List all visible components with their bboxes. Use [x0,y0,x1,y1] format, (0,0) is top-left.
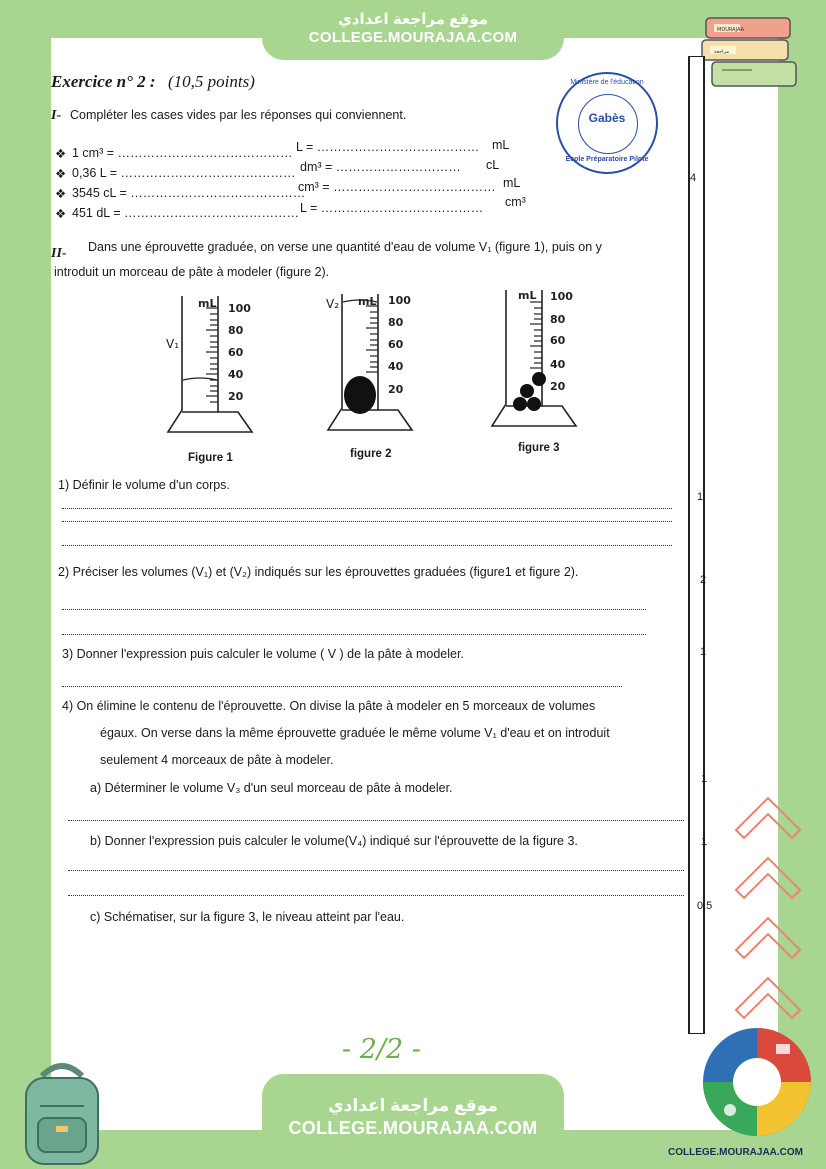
part2-intro-line2: introduit un morceau de pâte à modeler (figure 2). [54,265,330,279]
part1-instruction: Compléter les cases vides par les réponses qui conviennent. [70,108,407,122]
fig3-tick-40: 40 [550,358,566,371]
answer-line[interactable] [62,634,646,635]
fig2-tick-100: 100 [388,294,411,307]
fig2-unit: mL [358,295,377,308]
question-4-line3: seulement 4 morceaux de pâte à modeler. [100,753,334,767]
answer-line[interactable] [62,545,672,546]
figure1-caption: Figure 1 [188,452,233,464]
figure3-caption: figure 3 [518,442,560,454]
fig2-tick-20: 20 [388,383,404,396]
question-1: 1) Définir le volume d'un corps. [58,478,230,492]
conversion-3-unit: mL [503,176,521,190]
question-4b: b) Donner l'expression puis calculer le volume(V₄) indiqué sur l'éprouvette de la figure 3. [90,834,578,848]
part2-roman: II- [51,246,67,261]
fig1-tick-100: 100 [228,302,251,315]
question-4-line1: 4) On élimine le contenu de l'éprouvette. On divise la pâte à modeler en 5 morceaux de volumes [62,699,596,713]
top-banner[interactable] [262,0,564,60]
fig1-tick-80: 80 [228,324,244,337]
clay-piece [527,397,541,411]
mark-q1: 1 [697,491,704,503]
school-stamp [556,72,658,174]
mark-q4b: 1 [701,836,708,848]
clay-piece [520,384,534,398]
top-banner-arabic: موقع مراجعة اعدادي [338,11,488,28]
clay-piece [532,372,546,386]
top-banner-url[interactable]: COLLEGE.MOURAJAA.COM [308,29,518,46]
footer-url[interactable]: COLLEGE.MOURAJAA.COM [668,1147,803,1158]
fig1-tick-40: 40 [228,368,244,381]
question-3: 3) Donner l'expression puis calculer le volume ( V ) de la pâte à modeler. [62,647,464,661]
fig1-tick-20: 20 [228,390,244,403]
fig2-volume-label: V₂ [326,297,340,311]
conversion-3-mid: cm³ = ………………………………… [298,180,496,194]
books-stack-icon [700,14,800,94]
answer-line[interactable] [62,508,672,509]
exercise-points: (10,5 points) [168,72,255,91]
conversion-1-unit: mL [492,138,510,152]
books-top-label: MOURAJAA [717,27,744,33]
figure3-graduated-cylinder [484,284,584,434]
education-globe-icon [694,1022,820,1142]
part1-roman: I- [51,108,62,123]
figure2-graduated-cylinder [320,288,420,438]
figure1-graduated-cylinder [160,290,260,440]
bottom-banner-url[interactable]: COLLEGE.MOURAJAA.COM [288,1118,538,1138]
page-number: - 2/2 - [342,1034,421,1065]
figure2-caption: figure 2 [350,448,392,460]
fig2-tick-40: 40 [388,360,404,373]
conversion-2-left: 0,36 L = …………………………………… [72,166,296,180]
chevron-up-icons [730,790,810,1030]
exercise-title: Exercice n° 2 : [51,72,156,91]
fig1-unit: mL [198,297,217,310]
conversion-2-mid: dm³ = ………………………… [300,160,461,174]
answer-line[interactable] [68,870,684,871]
backpack-icon [12,1056,112,1168]
fig2-tick-60: 60 [388,338,404,351]
bullet-icon: ❖ [55,187,67,201]
bullet-icon: ❖ [55,147,67,161]
question-4-line2: égaux. On verse dans la même éprouvette graduée le même volume V₁ d'eau et on introduit [100,726,610,740]
question-2: 2) Préciser les volumes (V₁) et (V₂) indiqués sur les éprouvettes graduées (figure1 et figure 2). [58,565,579,579]
mark-q4c: 0,5 [697,900,713,912]
conversion-2-unit: cL [486,158,500,172]
conversion-4-left: 451 dL = …………………………………… [72,206,300,220]
fig1-tick-60: 60 [228,346,244,359]
mark-q3: 1 [700,646,707,658]
mark-q4a: 1 [701,773,708,785]
clay-piece [513,397,527,411]
answer-line[interactable] [62,686,622,687]
bullet-icon: ❖ [55,207,67,221]
fig1-volume-label: V₁ [166,337,180,351]
stamp-ring-bottom: Ecole Préparatoire Pilote [565,156,649,163]
bullet-icon: ❖ [55,167,67,181]
conversion-4-mid: L = ………………………………… [300,201,484,215]
conversion-3-left: 3545 cL = …………………………………… [72,186,306,200]
conversion-4-unit: cm³ [505,195,526,209]
conversion-1-left: 1 cm³ = …………………………………… [72,146,293,160]
part2-intro-line1: Dans une éprouvette graduée, on verse une quantité d'eau de volume V₁ (figure 1), puis on y [88,240,602,254]
stamp-ring-top: Ministère de l'éducation [570,79,644,86]
modeling-clay [344,376,376,414]
answer-line[interactable] [68,895,684,896]
fig3-tick-80: 80 [550,313,566,326]
fig3-unit: mL [518,289,537,302]
answer-line[interactable] [62,521,672,522]
bottom-banner[interactable] [262,1074,564,1169]
question-4a: a) Déterminer le volume V₃ d'un seul morceau de pâte à modeler. [90,781,453,795]
stamp-city: Gabès [588,111,626,125]
mark-q2: 2 [700,574,707,586]
mark-part1: 4 [690,172,697,184]
answer-line[interactable] [68,820,684,821]
fig3-tick-20: 20 [550,380,566,393]
books-mid-label: مراجعة [714,49,730,55]
fig2-tick-80: 80 [388,316,404,329]
fig3-tick-100: 100 [550,290,573,303]
bottom-banner-arabic: موقع مراجعة اعدادي [328,1096,498,1115]
conversion-1-mid: L = ………………………………… [296,140,480,154]
fig3-tick-60: 60 [550,334,566,347]
answer-line[interactable] [62,609,646,610]
question-4c: c) Schématiser, sur la figure 3, le niveau atteint par l'eau. [90,910,405,924]
